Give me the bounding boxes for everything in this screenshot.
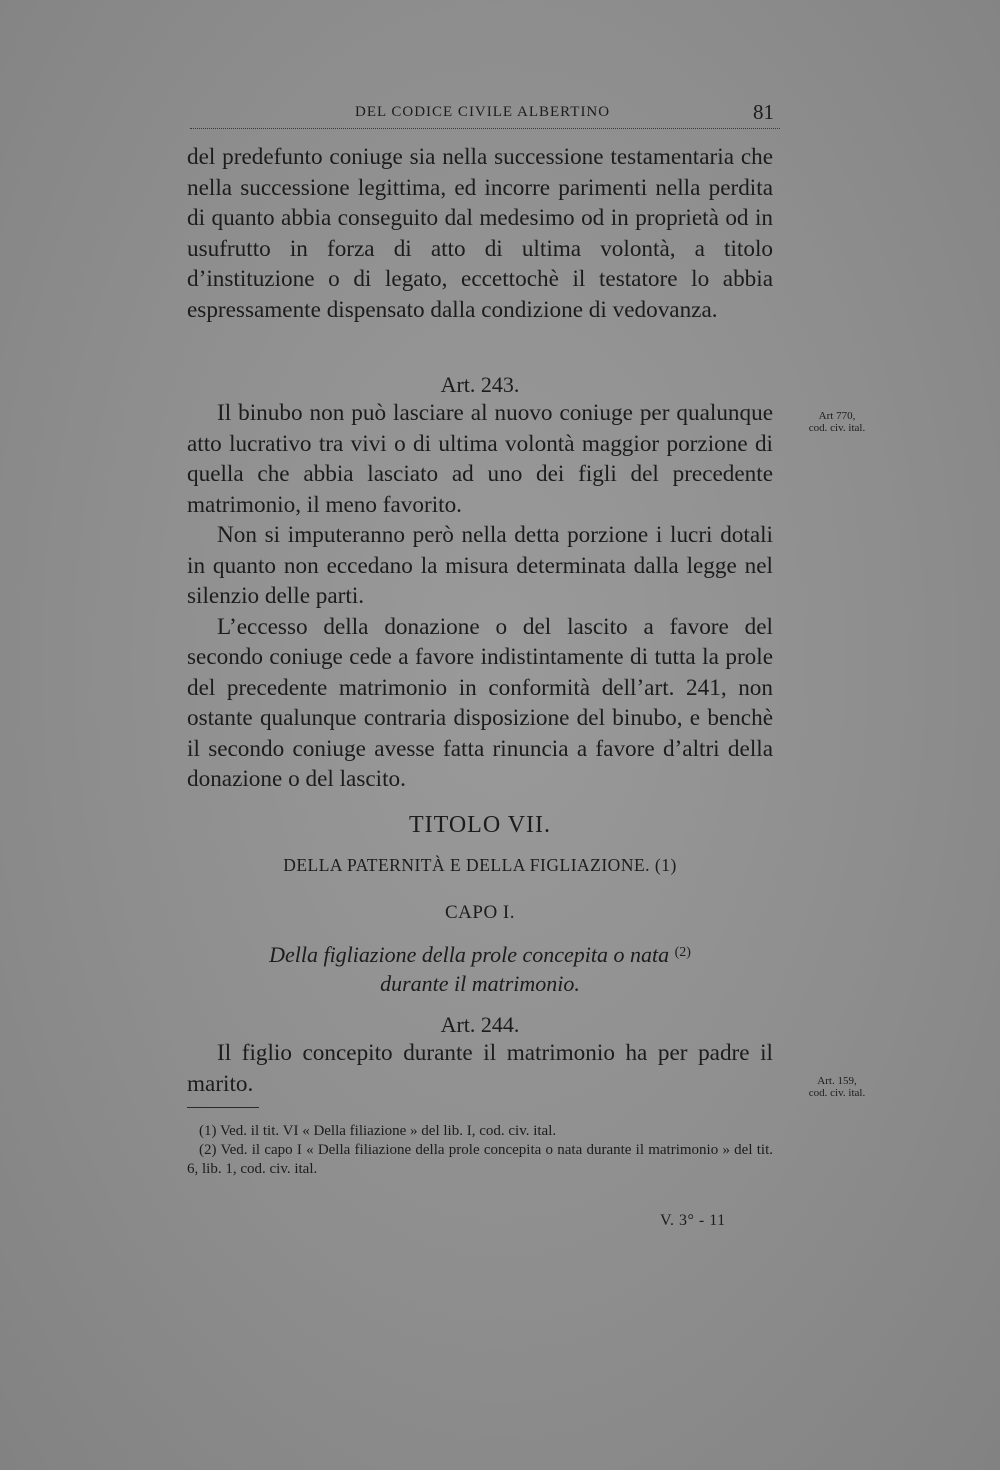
titolo-subtitle: DELLA PATERNITÀ E DELLA FIGLIAZIONE. (1) <box>283 855 677 875</box>
article-243-paragraph-2: Non si imputeranno però nella detta porzione i lucri dotali in quanto non eccedano la misura determinata dalla legge nel silenzio delle parti. <box>187 522 773 609</box>
capo-heading: CAPO I. <box>444 902 515 923</box>
footnote-rule <box>187 1107 259 1108</box>
article-243-paragraph-1: Il binubo non può lasciare al nuovo coniuge per qualunque atto lucrativo tra vivi o di ultima volontà maggior porzione di quella che abbia lasciato ad uno dei figli del precedente matrimonio, il meno favorito. <box>187 400 773 518</box>
continuation-paragraph: del predefunto coniuge sia nella successione testamentaria che nella successione legittima, ed incorre parimenti nella perdita di quanto abbia conseguito dal medesimo od in proprietà od in usufrutto in forza di atto di ultima volontà, a titolo d’instituzione o di legato, eccettochè il testatore lo abbia espressamente dispensato dalla condizione di vedovanza. <box>187 144 773 323</box>
titolo-heading: TITOLO VII. <box>408 812 552 838</box>
capo-title: Della figliazione della prole concepita o nata $^{(2)}$ durante il matrimonio. <box>269 942 691 996</box>
article-243-paragraph-3: L’eccesso della donazione o del lascito a favore del secondo coniuge cede a favore indistintamente di tutta la prole del precedente matrimonio in conformità dell’art. 241, non ostante qualunque contraria disposizione del binubo, e benchè il secondo coniuge avesse fatta rinuncia a favore d’altri della donazione o del lascito. <box>187 613 773 792</box>
footnote-1: (1) Ved. il tit. VI « Della filiazione » del lib. I, cod. civ. ital. <box>199 1123 557 1139</box>
margin-note-art-243: Art 770, cod. civ. ital. <box>808 410 866 434</box>
running-title: DEL CODICE CIVILE ALBERTINO <box>355 104 611 120</box>
page-header <box>190 100 780 129</box>
footnote-2: (2) Ved. il capo I « Della filiazione della prole concepita o nata durante il matrimonio » del tit. 6, lib. 1, cod. civ. ital. <box>187 1142 773 1177</box>
footnotes <box>187 1122 773 1179</box>
article-243-body <box>187 398 773 795</box>
article-244-body <box>187 1038 773 1099</box>
article-heading-244: Art. 244. <box>440 1012 520 1037</box>
article-244-paragraph: Il figlio concepito durante il matrimonio ha per padre il marito. <box>187 1040 773 1097</box>
article-heading-243: Art. 243. <box>440 372 520 397</box>
page-number: 81 <box>753 100 774 124</box>
margin-note-art-244: Art. 159, cod. civ. ital. <box>808 1075 866 1099</box>
footnote-ref-1: (1) <box>654 855 677 875</box>
footnote-ref-2: (2) <box>674 945 691 960</box>
signature-mark: V. 3° - 11 <box>660 1212 726 1229</box>
